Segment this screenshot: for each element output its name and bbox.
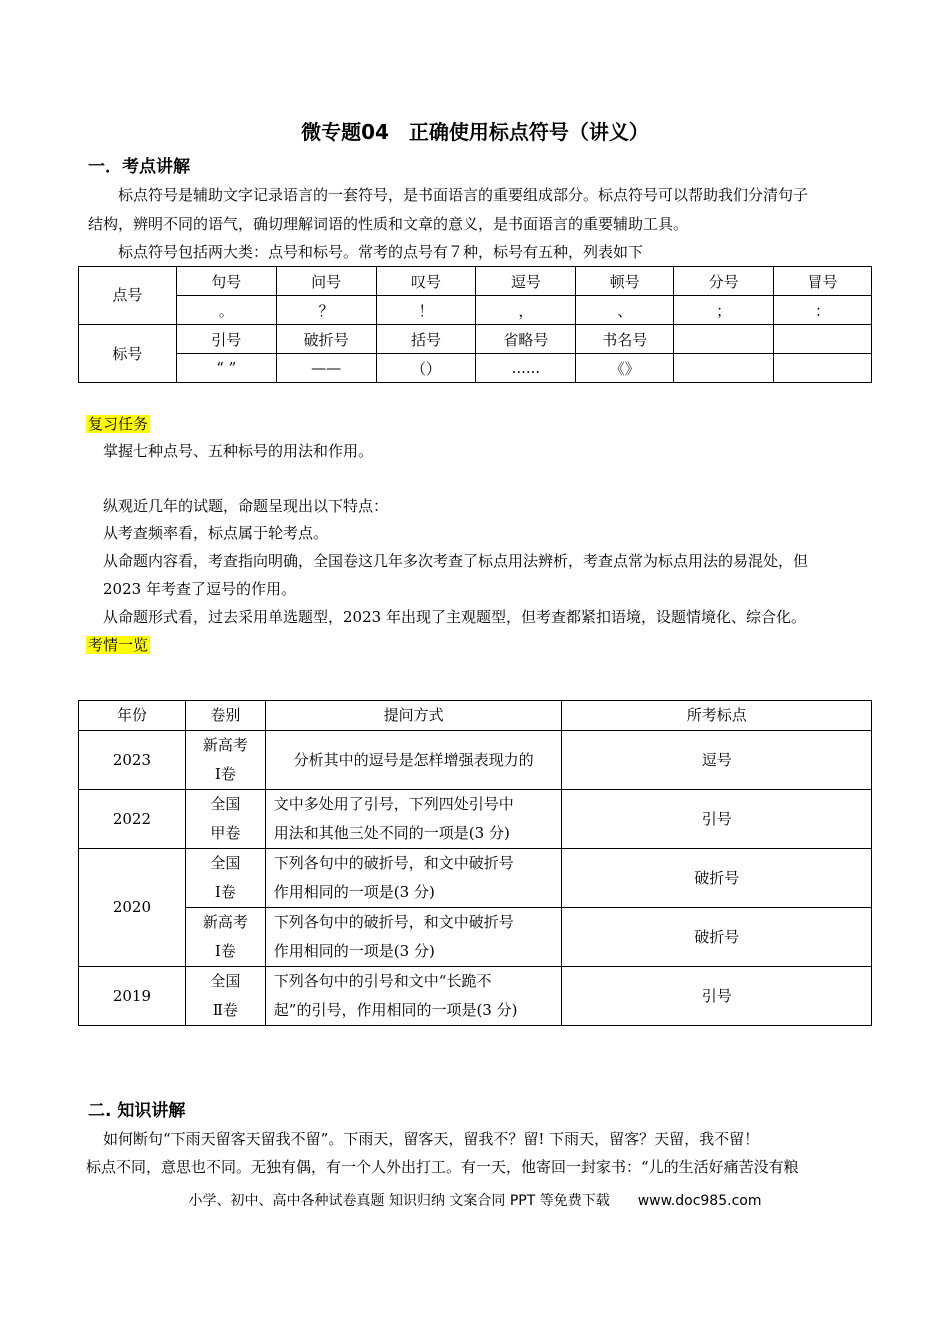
mark-cell: 破折号 (562, 908, 872, 967)
overview-label: 考情一览 (88, 636, 149, 654)
paper-cell: 全国 Ⅱ卷 (185, 967, 265, 1026)
table-cell (774, 354, 872, 383)
mark-cell: 引号 (562, 967, 872, 1026)
page-title: 微专题04 正确使用标点符号（讲义） (301, 120, 649, 144)
table-header: 所考标点 (562, 701, 872, 731)
question-cell: 分析其中的逗号是怎样增强表现力的 (265, 731, 562, 790)
table-header: 年份 (79, 701, 186, 731)
question-cell: 下列各句中的引号和文中“长跪不 起”的引号，作用相同的一项是(3 分) (265, 967, 562, 1026)
table-cell: 问号 (276, 267, 376, 296)
review-task-text: 掌握七种点号、五种标号的用法和作用。 (103, 442, 374, 460)
section1-para2: 标点符号包括两大类：点号和标号。常考的点号有７种，标号有五种，列表如下 (118, 243, 644, 261)
table-row (79, 790, 872, 849)
table-cell: ， (476, 296, 576, 325)
table-cell: ...... (476, 354, 576, 383)
punctuation-table (78, 266, 872, 383)
table-cell: 顿号 (576, 267, 674, 296)
table-cell: 《》 (576, 354, 674, 383)
table-cell: ！ (376, 296, 476, 325)
table-row (79, 731, 872, 790)
table-row (79, 849, 872, 908)
analysis-line3: 从命题内容看，考查指向明确，全国卷这几年多次考查了标点用法辨析，考查点常为标点用法的易混处，但 (103, 552, 809, 570)
question-cell: 文中多处用了引号，下列四处引号中 用法和其他三处不同的一项是(3 分) (265, 790, 562, 849)
exam-table (78, 700, 872, 1026)
paper-cell: 全国 甲卷 (185, 790, 265, 849)
paper-cell: 新高考 Ⅰ卷 (185, 908, 265, 967)
table-cell (774, 325, 872, 354)
section2-line2: 标点不同，意思也不同。无独有偶，有一个人外出打工。有一天，他寄回一封家书：“儿的生活好痛苦没有粮 (86, 1158, 799, 1176)
table-cell (674, 325, 774, 354)
table-row (79, 967, 872, 1026)
mark-cell: 逗号 (562, 731, 872, 790)
table-row (79, 908, 872, 967)
table-cell: —— (276, 354, 376, 383)
table-cell (674, 354, 774, 383)
question-cell: 下列各句中的破折号，和文中破折号 作用相同的一项是(3 分) (265, 908, 562, 967)
row-label-biaohao: 标号 (79, 325, 177, 383)
year-cell: 2022 (79, 790, 186, 849)
table-cell: 。 (176, 296, 276, 325)
table-cell: 逗号 (476, 267, 576, 296)
paper-cell: 新高考 Ⅰ卷 (185, 731, 265, 790)
section2-line1: 如何断句“下雨天留客天留我不留”。下雨天，留客天，留我不？留! 下雨天，留客？天留，我不留！ (103, 1130, 760, 1148)
table-cell: 冒号 (774, 267, 872, 296)
analysis-line4: 2023 年考查了逗号的作用。 (103, 580, 296, 598)
table-cell: 括号 (376, 325, 476, 354)
question-cell: 下列各句中的破折号，和文中破折号 作用相同的一项是(3 分) (265, 849, 562, 908)
table-cell: 分号 (674, 267, 774, 296)
table-cell: ； (674, 296, 774, 325)
section1-heading: 一．考点讲解 (88, 157, 190, 177)
table-cell: 、 (576, 296, 674, 325)
mark-cell: 引号 (562, 790, 872, 849)
year-cell: 2020 (79, 849, 186, 967)
analysis-line1: 纵观近几年的试题，命题呈现出以下特点： (103, 497, 389, 515)
table-cell: （） (376, 354, 476, 383)
mark-cell: 破折号 (562, 849, 872, 908)
section2-heading: 二. 知识讲解 (88, 1101, 186, 1121)
table-header: 卷别 (185, 701, 265, 731)
footer-text: 小学、初中、高中各种试卷真题 知识归纳 文案合同 PPT 等免费下载 www.doc985.com (188, 1193, 762, 1209)
year-cell: 2019 (79, 967, 186, 1026)
review-task-label: 复习任务 (88, 415, 149, 433)
section1-para1-line2: 结构，辨明不同的语气，确切理解词语的性质和文章的意义，是书面语言的重要辅助工具。 (88, 215, 689, 233)
table-cell: 引号 (176, 325, 276, 354)
analysis-line5: 从命题形式看，过去采用单选题型，2023 年出现了主观题型，但考查都紧扣语境，设题情境化、综合化。 (103, 608, 806, 626)
section1-para1-line1: 标点符号是辅助文字记录语言的一套符号，是书面语言的重要组成部分。标点符号可以帮助我们分清句子 (118, 186, 809, 204)
table-cell: ？ (276, 296, 376, 325)
table-cell: ： (774, 296, 872, 325)
paper-cell: 全国 Ⅰ卷 (185, 849, 265, 908)
year-cell: 2023 (79, 731, 186, 790)
row-label-dianhao: 点号 (79, 267, 177, 325)
analysis-line2: 从考查频率看，标点属于轮考点。 (103, 524, 329, 542)
table-cell: “ ” (176, 354, 276, 383)
table-cell: 叹号 (376, 267, 476, 296)
table-cell: 句号 (176, 267, 276, 296)
table-cell: 书名号 (576, 325, 674, 354)
table-cell: 破折号 (276, 325, 376, 354)
table-cell: 省略号 (476, 325, 576, 354)
table-header: 提问方式 (265, 701, 562, 731)
